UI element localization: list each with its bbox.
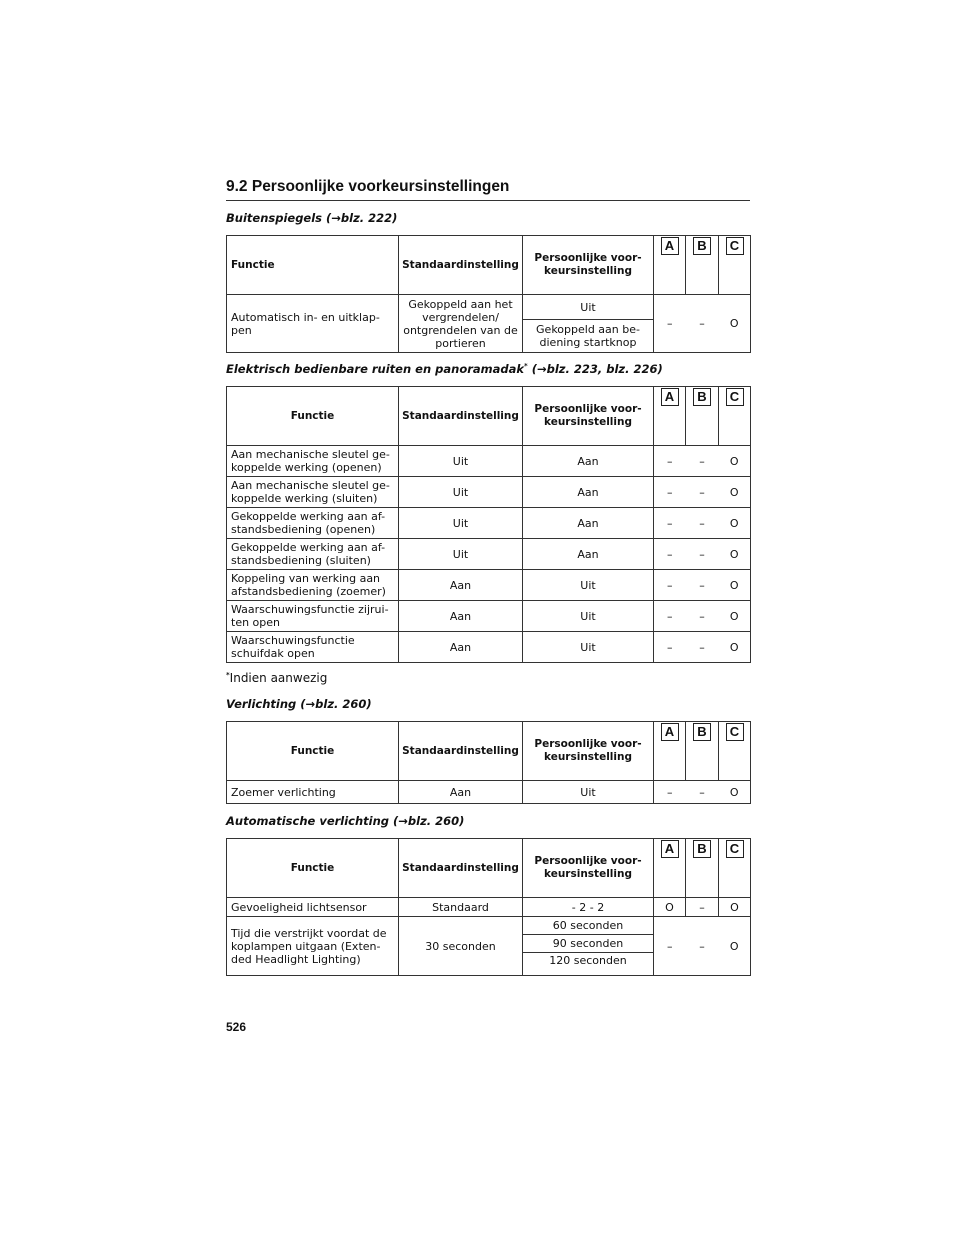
section-title-buitenspiegels: Buitenspiegels (→blz. 222) bbox=[226, 211, 398, 225]
header-c bbox=[719, 236, 751, 295]
cell-option: 60 seconden bbox=[523, 917, 654, 935]
header-persoonlijk: Persoonlijke voor- keursinstelling bbox=[523, 387, 654, 446]
header-b bbox=[686, 387, 719, 446]
cell-persoonlijk: Aan bbox=[523, 508, 654, 539]
cell-standaard: Aan bbox=[399, 601, 523, 632]
cell-standaard: Uit bbox=[399, 477, 523, 508]
header-functie: Functie bbox=[227, 236, 399, 295]
header-a bbox=[654, 722, 686, 781]
table-row bbox=[227, 446, 751, 477]
header-functie: Functie bbox=[227, 722, 399, 781]
c-symbol: C bbox=[726, 840, 744, 858]
cell-b: – bbox=[686, 632, 719, 663]
cell-persoonlijk: - 2 - 2 bbox=[523, 898, 654, 917]
header-persoonlijk: Persoonlijke voor- keursinstelling bbox=[523, 722, 654, 781]
cell-c: O bbox=[719, 632, 751, 663]
cell-a: – bbox=[654, 295, 686, 353]
section-title-main: Elektrisch bedienbare ruiten en panoramadak bbox=[226, 362, 525, 376]
c-symbol: C bbox=[726, 388, 744, 406]
cell-c: O bbox=[719, 898, 751, 917]
cell-standaard: Aan bbox=[399, 570, 523, 601]
cell-persoonlijk: Uit bbox=[523, 632, 654, 663]
chapter-heading: 9.2 Persoonlijke voorkeursinstellingen bbox=[226, 178, 750, 201]
cell-a: – bbox=[654, 632, 686, 663]
a-symbol: A bbox=[661, 840, 679, 858]
a-symbol: A bbox=[661, 723, 679, 741]
cell-standaard: 30 seconden bbox=[399, 917, 523, 976]
cell-a: – bbox=[654, 570, 686, 601]
cell-functie: Tijd die verstrijkt voordat de koplampen uitgaan (Exten- ded Headlight Lighting) bbox=[227, 917, 399, 976]
section-title-ref: (→blz. 223, blz. 226) bbox=[527, 362, 663, 376]
header-persoonlijk: Persoonlijke voor- keursinstelling bbox=[523, 839, 654, 898]
c-symbol: C bbox=[726, 723, 744, 741]
cell-b: – bbox=[686, 508, 719, 539]
table-row bbox=[227, 898, 751, 917]
cell-persoonlijk: Aan bbox=[523, 539, 654, 570]
c-symbol: C bbox=[726, 237, 744, 255]
table-header-row bbox=[227, 387, 751, 446]
header-c bbox=[719, 387, 751, 446]
header-standaard: Standaardinstelling bbox=[399, 839, 523, 898]
cell-functie: Automatisch in- en uitklap- pen bbox=[227, 295, 399, 353]
header-a bbox=[654, 839, 686, 898]
cell-c: O bbox=[719, 508, 751, 539]
cell-c: O bbox=[719, 781, 751, 804]
table-row bbox=[227, 781, 751, 804]
table-row bbox=[227, 477, 751, 508]
cell-option: Uit bbox=[523, 295, 654, 320]
cell-functie: Koppeling van werking aan afstandsbediening (zoemer) bbox=[227, 570, 399, 601]
header-b bbox=[686, 722, 719, 781]
table-row bbox=[227, 508, 751, 539]
cell-b: – bbox=[686, 295, 719, 353]
footnote-text: Indien aanwezig bbox=[229, 671, 328, 685]
table-row bbox=[227, 570, 751, 601]
cell-a: – bbox=[654, 446, 686, 477]
cell-functie: Zoemer verlichting bbox=[227, 781, 399, 804]
cell-b: – bbox=[686, 601, 719, 632]
cell-standaard: Uit bbox=[399, 446, 523, 477]
b-symbol: B bbox=[693, 840, 711, 858]
cell-functie: Aan mechanische sleutel ge- koppelde werking (openen) bbox=[227, 446, 399, 477]
table-header-row bbox=[227, 839, 751, 898]
cell-standaard: Gekoppeld aan het vergrendelen/ ontgrendelen van de portieren bbox=[399, 295, 523, 353]
cell-functie: Gekoppelde werking aan af- standsbediening (sluiten) bbox=[227, 539, 399, 570]
cell-functie: Gevoeligheid lichtsensor bbox=[227, 898, 399, 917]
cell-c: O bbox=[719, 477, 751, 508]
header-a bbox=[654, 236, 686, 295]
cell-b: – bbox=[686, 539, 719, 570]
page-number: 526 bbox=[226, 1020, 247, 1034]
cell-a: – bbox=[654, 539, 686, 570]
cell-b: – bbox=[686, 781, 719, 804]
cell-functie: Gekoppelde werking aan af- standsbediening (openen) bbox=[227, 508, 399, 539]
cell-functie: Aan mechanische sleutel ge- koppelde werking (sluiten) bbox=[227, 477, 399, 508]
table-body bbox=[227, 446, 751, 663]
header-standaard: Standaardinstelling bbox=[399, 722, 523, 781]
header-functie: Functie bbox=[227, 387, 399, 446]
header-standaard: Standaardinstelling bbox=[399, 236, 523, 295]
cell-persoonlijk: Uit bbox=[523, 601, 654, 632]
cell-b: – bbox=[686, 446, 719, 477]
table-automatische-verlichting bbox=[226, 838, 751, 976]
cell-b: – bbox=[686, 917, 719, 976]
cell-option: Gekoppeld aan be- diening startknop bbox=[523, 320, 654, 353]
cell-a: O bbox=[654, 898, 686, 917]
a-symbol: A bbox=[661, 237, 679, 255]
table-row bbox=[227, 917, 751, 935]
cell-standaard: Standaard bbox=[399, 898, 523, 917]
cell-c: O bbox=[719, 295, 751, 353]
header-c bbox=[719, 839, 751, 898]
a-symbol: A bbox=[661, 388, 679, 406]
cell-a: – bbox=[654, 917, 686, 976]
cell-option: 120 seconden bbox=[523, 953, 654, 976]
cell-a: – bbox=[654, 781, 686, 804]
cell-b: – bbox=[686, 570, 719, 601]
cell-c: O bbox=[719, 570, 751, 601]
table-row bbox=[227, 295, 751, 320]
cell-c: O bbox=[719, 446, 751, 477]
cell-standaard: Aan bbox=[399, 632, 523, 663]
cell-option: 90 seconden bbox=[523, 935, 654, 953]
table-buitenspiegels bbox=[226, 235, 751, 353]
cell-standaard: Aan bbox=[399, 781, 523, 804]
b-symbol: B bbox=[693, 388, 711, 406]
header-b bbox=[686, 236, 719, 295]
b-symbol: B bbox=[693, 723, 711, 741]
section-title-automatische-verlichting: Automatische verlichting (→blz. 260) bbox=[226, 814, 465, 828]
table-row bbox=[227, 632, 751, 663]
cell-a: – bbox=[654, 508, 686, 539]
table-verlichting bbox=[226, 721, 751, 804]
table-row bbox=[227, 539, 751, 570]
cell-persoonlijk: Aan bbox=[523, 446, 654, 477]
cell-b: – bbox=[686, 477, 719, 508]
section-title-verlichting: Verlichting (→blz. 260) bbox=[226, 697, 372, 711]
cell-c: O bbox=[719, 601, 751, 632]
header-standaard: Standaardinstelling bbox=[399, 387, 523, 446]
cell-standaard: Uit bbox=[399, 508, 523, 539]
b-symbol: B bbox=[693, 237, 711, 255]
table-header-row bbox=[227, 236, 751, 295]
header-persoonlijk: Persoonlijke voor- keursinstelling bbox=[523, 236, 654, 295]
header-b bbox=[686, 839, 719, 898]
cell-standaard: Uit bbox=[399, 539, 523, 570]
cell-c: O bbox=[719, 917, 751, 976]
footnote-asterisk: * bbox=[226, 671, 230, 679]
footnote bbox=[226, 671, 750, 685]
header-a bbox=[654, 387, 686, 446]
cell-a: – bbox=[654, 477, 686, 508]
manual-page bbox=[226, 178, 750, 976]
cell-functie: Waarschuwingsfunctie schuifdak open bbox=[227, 632, 399, 663]
cell-a: – bbox=[654, 601, 686, 632]
table-ruiten bbox=[226, 386, 751, 663]
cell-persoonlijk: Uit bbox=[523, 781, 654, 804]
cell-persoonlijk: Uit bbox=[523, 570, 654, 601]
header-functie: Functie bbox=[227, 839, 399, 898]
header-c bbox=[719, 722, 751, 781]
table-row bbox=[227, 601, 751, 632]
asterisk: * bbox=[524, 362, 528, 371]
cell-persoonlijk: Aan bbox=[523, 477, 654, 508]
cell-b: – bbox=[686, 898, 719, 917]
cell-c: O bbox=[719, 539, 751, 570]
table-header-row bbox=[227, 722, 751, 781]
cell-functie: Waarschuwingsfunctie zijrui- ten open bbox=[227, 601, 399, 632]
section-title-ruiten bbox=[226, 362, 750, 376]
